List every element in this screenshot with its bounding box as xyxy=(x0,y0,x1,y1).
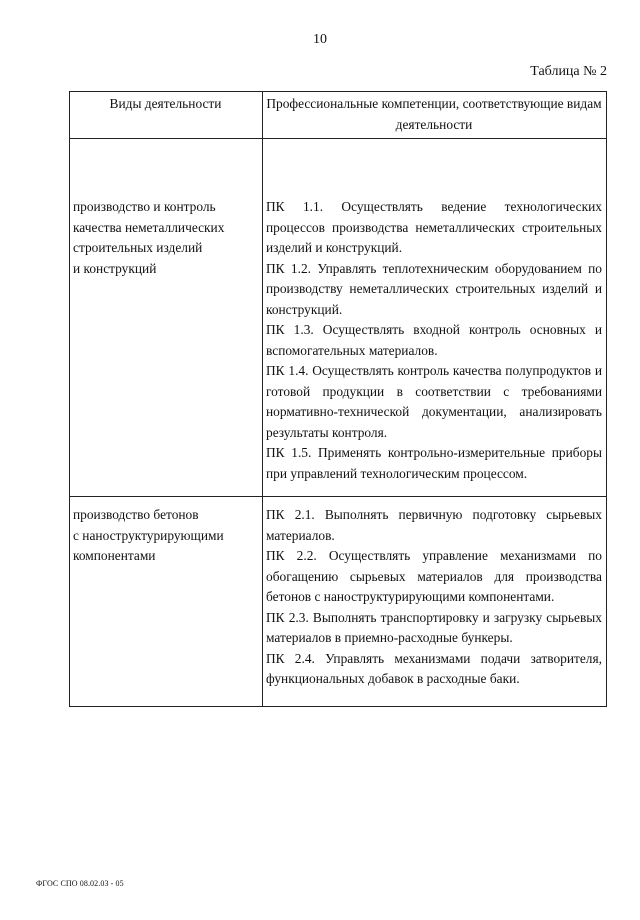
competence-item: ПК 1.4. Осуществлять контроль качества полупродуктов и готовой продукции в соответствии с требованиями нормативно-технической документации, анализировать результаты контроля. xyxy=(266,363,602,440)
competence-table xyxy=(69,91,607,707)
activity-line: строительных изделий xyxy=(73,240,203,255)
competence-item: ПК 1.1. Осуществлять ведение технологических процессов производства неметаллических строительных изделий и конструкций. xyxy=(266,199,602,255)
table-header-row xyxy=(70,92,607,139)
footer-document-code: ФГОС СПО 08.02.03 - 05 xyxy=(36,879,124,888)
activity-line: с наноструктурирующими xyxy=(73,527,224,543)
activity-cell xyxy=(70,139,263,497)
activity-line: и конструкций xyxy=(73,260,157,276)
competence-item: ПК 1.3. Осуществлять входной контроль основных и вспомогательных материалов. xyxy=(266,322,602,358)
competence-item: ПК 1.5. Применять контрольно-измерительные приборы при управлений технологическим процессом. xyxy=(266,445,602,481)
competence-item: ПК 2.2. Осуществлять управление механизмами по обогащению сырьевых материалов для производства бетонов с наноструктурирующими компонентами. xyxy=(266,548,602,604)
competence-item: ПК 2.3. Выполнять транспортировку и загрузку сырьевых материалов в приемно-расходные бункеры. xyxy=(266,609,602,645)
activity-cell xyxy=(70,497,263,707)
activity-line: производство и контроль xyxy=(73,199,216,214)
competence-item: ПК 2.4. Управлять механизмами подачи затворителя, функциональных добавок в расходные баки. xyxy=(266,650,602,686)
competence-item: ПК 2.1. Выполнять первичную подготовку сырьевых материалов. xyxy=(266,507,602,543)
table-caption: Таблица № 2 xyxy=(530,64,607,79)
page-number: 10 xyxy=(313,32,327,47)
competences-cell xyxy=(263,497,607,707)
activity-line: производство бетонов xyxy=(73,507,199,522)
competence-item: ПК 1.2. Управлять теплотехническим оборудованием по производству неметаллических строительных изделий и конструкций. xyxy=(266,260,602,317)
header-activity-types: Виды деятельности xyxy=(70,92,263,139)
activity-line: компонентами xyxy=(73,548,156,563)
table-row xyxy=(70,497,607,707)
activity-line: качества неметаллических xyxy=(73,219,225,235)
table-row xyxy=(70,139,607,497)
header-professional-competences: Профессиональные компетенции, соответствующие видам деятельности xyxy=(263,92,607,139)
competences-cell xyxy=(263,139,607,497)
